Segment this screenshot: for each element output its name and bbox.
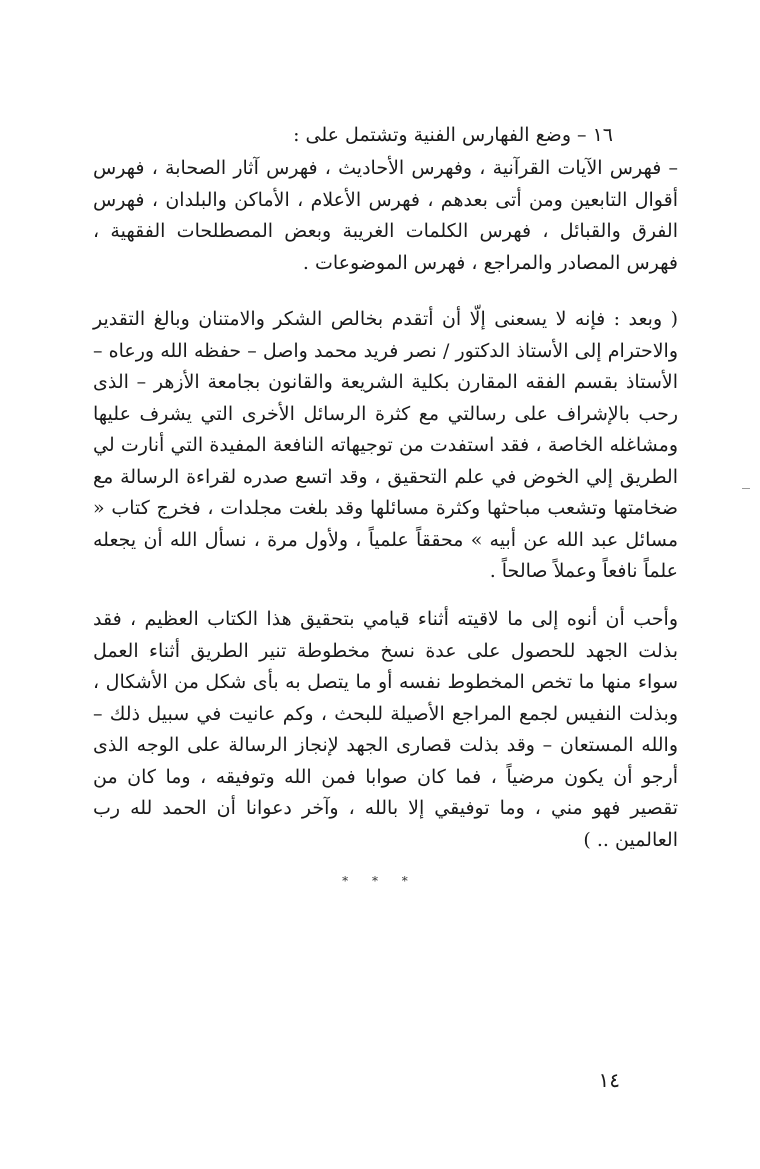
margin-mark bbox=[742, 488, 750, 489]
index-list-block bbox=[93, 153, 678, 279]
section-separator: * * * bbox=[342, 874, 418, 888]
page-number: ١٤ bbox=[598, 1068, 620, 1092]
index-section-heading: ١٦ – وضع الفهارس الفنية وتشتمل على : bbox=[293, 124, 613, 146]
acknowledgment-paragraph: ( وبعد : فإنه لا يسعنى إلّا أن أتقدم بخالص الشكر والامتنان وبالغ التقدير والاحترام إلى الأستاذ الدكتور / نصر فريد محمد واصل – حفظه الله ورعاه – الأستاذ بقسم الفقه المقارن بكلية الشريعة والقانون بجامعة الأزهر – الذى رحب بالإشراف على رسالتي مع كثرة الرسائل الأخرى التي يشرف عليها ومشاغله الخاصة ، فقد استفدت من توجيهاته النافعة المفيدة التي أنارت لي الطريق إلي الخوض في علم التحقيق ، وقد اتسع صدره لقراءة الرسالة مع ضخامتها وتشعب مباحثها وكثرة مسائلها وقد بلغت مجلدات ، فخرج كتاب « مسائل عبد الله عن أبيه » محققاً علمياً ، ولأول مرة ، نسأل الله أن يجعله علماً نافعاً وعملاً صالحاً . bbox=[93, 308, 678, 582]
effort-paragraph: وأحب أن أنوه إلى ما لاقيته أثناء قيامي بتحقيق هذا الكتاب العظيم ، فقد بذلت الجهد للحصول على عدة نسخ مخطوطة تنير الطريق أثناء العمل سواء منها ما تخص المخطوط نفسه أو ما يتصل به بأى شكل من الأشكال ، وبذلت النفيس لجمع المراجع الأصيلة للبحث ، وكم عانيت في سبيل ذلك – والله المستعان – وقد بذلت قصارى الجهد لإنجاز الرسالة على الوجه الذى أرجو أن يكون مرضياً ، فما كان صوابا فمن الله وتوفيقه ، وما كان من تقصير فهو مني ، وما توفيقي إلا بالله ، وآخر دعوانا أن الحمد لله رب العالمين .. ) bbox=[93, 608, 678, 851]
effort-block bbox=[93, 604, 678, 856]
acknowledgment-block bbox=[93, 304, 678, 588]
index-list-paragraph: – فهرس الآيات القرآنية ، وفهرس الأحاديث ، فهرس آثار الصحابة ، فهرس أقوال التابعين ومن أتى بعدهم ، فهرس الأعلام ، الأماكن والبلدان ، فهرس الفرق والقبائل ، فهرس الكلمات الغريبة وبعض المصطلحات الفقهية ، فهرس المصادر والمراجع ، فهرس الموضوعات . bbox=[93, 157, 678, 274]
